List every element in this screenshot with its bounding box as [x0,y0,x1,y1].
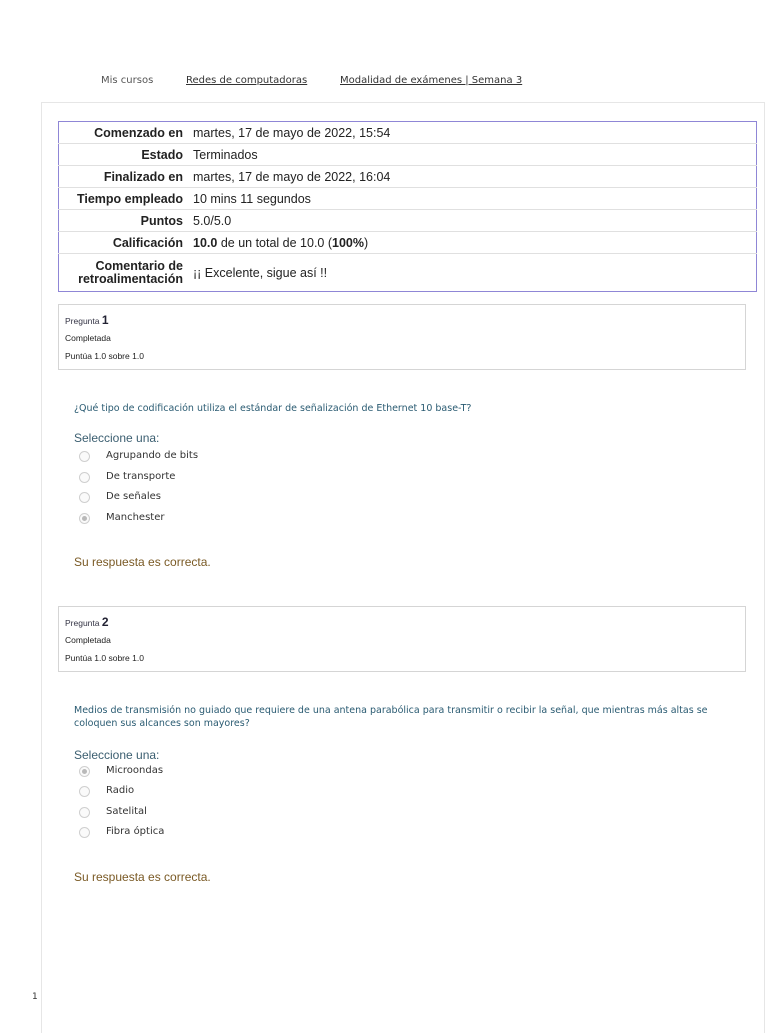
select-one-label: Seleccione una: [74,431,160,445]
summary-value [188,232,757,254]
radio-button[interactable] [79,827,90,838]
answer-option-label: De señales [106,491,161,502]
answer-option-label: Agrupando de bits [106,450,199,461]
summary-row-started [59,122,757,144]
answer-option-label: Microondas [106,765,164,776]
summary-label: Calificación [59,232,189,254]
answer-option-label: De transporte [106,471,176,482]
question-info-box [58,606,746,672]
grade-value: 10.0 [193,235,218,250]
summary-value: Terminados [188,144,757,166]
summary-row-time [59,188,757,210]
radio-button[interactable] [79,451,90,462]
summary-label: Puntos [59,210,189,232]
attempt-summary-table [58,121,757,292]
answer-feedback: Su respuesta es correcta. [74,555,211,569]
question-state: Completada [65,333,111,343]
radio-button[interactable] [79,807,90,818]
summary-value: 10 mins 11 segundos [188,188,757,210]
question-text: ¿Qué tipo de codificación utiliza el estándar de señalización de Ethernet 10 base-T? [74,403,472,414]
question-number [65,615,109,629]
question-state: Completada [65,635,111,645]
summary-label: Estado [59,144,189,166]
summary-row-state [59,144,757,166]
summary-row-feedback [59,254,757,292]
question-info-box [58,304,746,370]
feedback-label-line1: Comentario de [95,258,183,273]
radio-button[interactable] [79,786,90,797]
question-prefix: Pregunta [65,618,100,628]
question-text: Medios de transmisión no guiado que requiere de una antena parabólica para transmitir o recibir la señal, que mientras más altas se coloquen sus alcances son mayores? [74,705,708,729]
select-one-label: Seleccione una: [74,748,160,762]
grade-mid-text: de un total de 10.0 ( [217,235,333,250]
summary-value: martes, 17 de mayo de 2022, 16:04 [188,166,757,188]
question-grade: Puntúa 1.0 sobre 1.0 [65,351,144,361]
radio-button-checked[interactable] [79,513,90,524]
summary-value: ¡¡ Excelente, sigue así !! [188,254,757,292]
question-prefix: Pregunta [65,316,100,326]
breadcrumb-my-courses[interactable]: Mis cursos [101,75,154,86]
breadcrumb-course-link[interactable]: Redes de computadoras [186,75,308,86]
answer-option-label: Manchester [106,512,165,523]
answer-option-label: Radio [106,785,135,796]
question-grade: Puntúa 1.0 sobre 1.0 [65,653,144,663]
radio-button[interactable] [79,492,90,503]
summary-row-grade [59,232,757,254]
answer-option-label: Fibra óptica [106,826,165,837]
question-number-value: 2 [101,615,109,629]
page-number: 1 [32,992,38,1002]
question-number [65,313,109,327]
summary-label: Comenzado en [94,125,183,140]
answer-option-label: Satelital [106,806,147,817]
grade-end-text: ) [364,235,369,250]
feedback-label-line2: retroalimentación [78,271,183,286]
summary-label: Tiempo empleado [59,188,189,210]
summary-row-points [59,210,757,232]
summary-label: Finalizado en [59,166,189,188]
summary-label [59,254,189,292]
summary-row-finished [59,166,757,188]
summary-value: martes, 17 de mayo de 2022, 15:54 [193,125,391,140]
question-number-value: 1 [101,313,109,327]
breadcrumb-exam-link[interactable]: Modalidad de exámenes | Semana 3 [340,75,523,86]
radio-button-checked[interactable] [79,766,90,777]
grade-percent: 100% [332,235,364,250]
summary-value: 5.0/5.0 [188,210,757,232]
answer-feedback: Su respuesta es correcta. [74,870,211,884]
radio-button[interactable] [79,472,90,483]
